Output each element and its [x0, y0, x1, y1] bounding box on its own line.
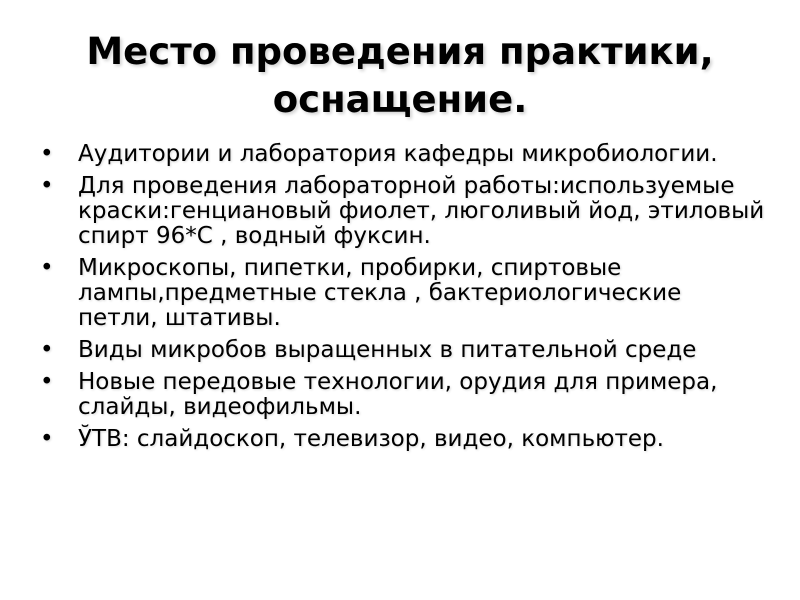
- bullet-text: Для проведения лабораторной работы:используемые краски:генциановый фиолет, люголивый йод, этиловый спирт 96*С , водный фуксин.: [78, 173, 765, 249]
- bullet-item-classrooms: [38, 142, 768, 167]
- bullet-item-tsc: [38, 427, 768, 452]
- slide-title: [40, 28, 760, 124]
- bullet-icon: •: [40, 426, 54, 452]
- bullet-item-lab-work: [38, 174, 768, 249]
- slide-title-line-2: оснащение.: [272, 78, 528, 121]
- bullet-list: [38, 142, 768, 459]
- bullet-text: Новые передовые технологии, орудия для примера, слайды, видеофильмы.: [78, 369, 718, 420]
- bullet-item-microbes: [38, 338, 768, 363]
- bullet-text: Виды микробов выращенных в питательной среде: [78, 337, 697, 363]
- bullet-icon: •: [40, 337, 54, 363]
- bullet-text: Аудитории и лаборатория кафедры микробиологии.: [78, 141, 718, 167]
- bullet-icon: •: [40, 141, 54, 167]
- bullet-text: Микроскопы, пипетки, пробирки, спиртовые лампы,предметные стекла , бактериологические петли, штативы.: [78, 255, 682, 331]
- bullet-text: ЎТВ: слайдоскоп, телевизор, видео, компьютер.: [78, 426, 664, 452]
- bullet-item-technologies: [38, 370, 768, 420]
- bullet-icon: •: [40, 255, 54, 281]
- bullet-icon: •: [40, 369, 54, 395]
- bullet-item-equipment: [38, 256, 768, 331]
- slide-title-line-1: Место проведения практики,: [86, 30, 714, 73]
- bullet-icon: •: [40, 173, 54, 199]
